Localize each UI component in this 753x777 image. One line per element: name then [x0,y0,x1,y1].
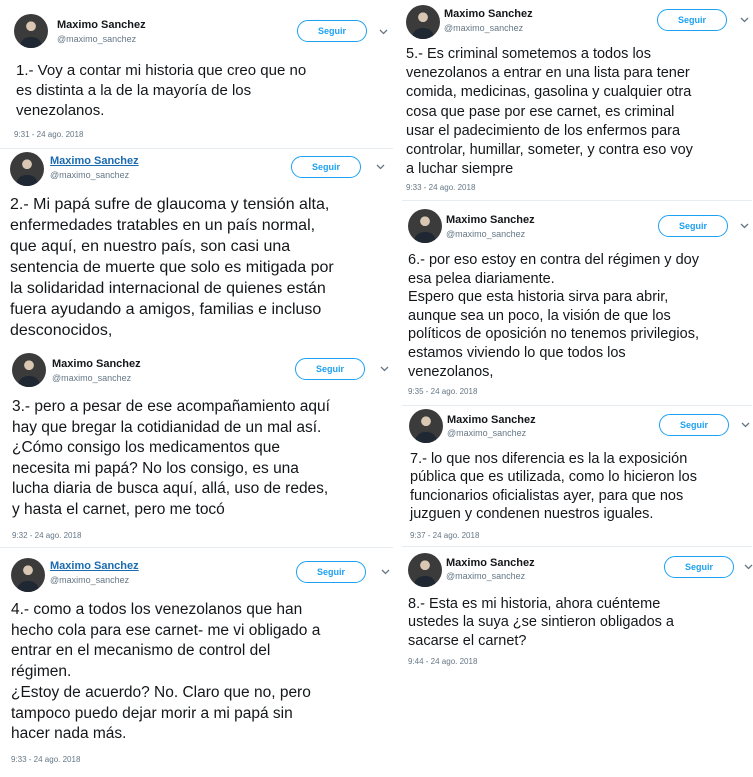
chevron-down-icon[interactable] [740,223,749,229]
follow-button[interactable]: Seguir [664,556,734,578]
follow-button[interactable]: Seguir [295,358,365,380]
follow-button[interactable]: Seguir [296,561,366,583]
tweet-card [402,547,753,677]
tweet-card [402,0,753,200]
tweet-card [0,349,393,546]
author-name[interactable]: Maximo Sanchez [50,155,139,167]
author-handle[interactable]: @maximo_sanchez [50,170,130,180]
author-handle[interactable]: @maximo_sanchez [446,229,526,239]
avatar[interactable] [12,353,46,387]
tweet-card [0,548,393,777]
author-name[interactable]: Maximo Sanchez [50,560,139,572]
author-name[interactable]: Maximo Sanchez [52,358,141,370]
tweet-text: 7.- lo que nos diferencia es la la exposición pública que es utilizada, como lo hicieron los funcionarios oficialistas ayer, para que nos juzguen y condenen nuestros iguales. [410,451,697,523]
follow-button[interactable]: Seguir [297,20,367,42]
author-name[interactable]: Maximo Sanchez [447,414,536,426]
author-name[interactable]: Maximo Sanchez [446,557,535,569]
tweet-timestamp[interactable]: 9:35 - 24 ago. 2018 [408,387,478,396]
chevron-down-icon[interactable] [380,366,389,372]
tweet-timestamp[interactable]: 9:32 - 24 ago. 2018 [12,531,82,540]
tweet-text: 5.- Es criminal sometemos a todos los venezolanos a entrar en una lista para tener comida, medicinas, gasolina y cualquier otra cosa que pase por ese carnet, es criminal usar el padecimiento de los enfermos para controlar, humillar, someter, y contra eso voy a luchar siempre [406,46,693,178]
avatar[interactable] [11,558,45,592]
tweet-card [402,406,753,546]
author-handle[interactable]: @maximo_sanchez [447,428,527,438]
follow-button[interactable]: Seguir [658,215,728,237]
tweet-card [0,0,393,148]
tweet-text: 3.- pero a pesar de ese acompañamiento aquí hay que bregar la cotidianidad de un mal así. ¿Cómo consigo los medicamentos que necesita mi papá? No los consigo, es una lucha diaria de busca aquí, allá, uso de redes, y hasta el carnet, pero me tocó [12,398,330,518]
follow-button[interactable]: Seguir [291,156,361,178]
chevron-down-icon[interactable] [744,564,753,570]
author-handle[interactable]: @maximo_sanchez [57,34,137,44]
author-handle[interactable]: @maximo_sanchez [50,575,130,585]
tweet-timestamp[interactable]: 9:33 - 24 ago. 2018 [11,755,81,764]
chevron-down-icon[interactable] [741,422,750,428]
author-handle[interactable]: @maximo_sanchez [52,373,132,383]
author-handle[interactable]: @maximo_sanchez [446,571,526,581]
author-name[interactable]: Maximo Sanchez [446,214,535,226]
avatar[interactable] [14,14,48,48]
tweet-card [402,201,753,405]
tweet-text: 6.- por eso estoy en contra del régimen y doy esa pelea diariamente. Espero que esta historia sirva para abrir, aunque sea un poco, la visión de que los políticos de oposición no tenemos privilegios, estamos viviendo lo que todos los venezolanos, [408,252,699,380]
chevron-down-icon[interactable] [379,29,388,35]
follow-button[interactable]: Seguir [659,414,729,436]
avatar[interactable] [408,553,442,587]
follow-button[interactable]: Seguir [657,9,727,31]
tweet-timestamp[interactable]: 9:37 - 24 ago. 2018 [410,531,480,540]
avatar[interactable] [408,209,442,243]
author-name[interactable]: Maximo Sanchez [444,8,533,20]
tweet-timestamp[interactable]: 9:33 - 24 ago. 2018 [406,183,476,192]
avatar[interactable] [409,409,443,443]
chevron-down-icon[interactable] [376,164,385,170]
chevron-down-icon[interactable] [740,17,749,23]
author-name[interactable]: Maximo Sanchez [57,19,146,31]
tweet-text: 4.- como a todos los venezolanos que han hecho cola para ese carnet- me vi obligado a entrar en el mecanismo de control del régimen. ¿Estoy de acuerdo? No. Claro que no, pero tampoco puedo dejar morir a mi papá sin hacer nada más. [11,601,321,743]
tweet-text: 2.- Mi papá sufre de glaucoma y tensión alta, enfermedades tratables en un país normal, que aquí, en nuestro país, son casi una sentencia de muerte que solo es mitigada por la solidaridad internacional de quienes están fuera ayudando a amigos, familias e incluso desconocidos, [10,196,334,339]
avatar[interactable] [10,152,44,186]
avatar[interactable] [406,5,440,39]
tweet-text: 1.- Voy a contar mi historia que creo que no es distinta a la de la mayoría de los venezolanos. [16,62,307,119]
tweet-timestamp[interactable]: 9:31 - 24 ago. 2018 [14,130,84,139]
tweet-text: 8.- Esta es mi historia, ahora cuénteme ustedes la suya ¿se sintieron obligados a sacarse el carnet? [408,596,674,649]
chevron-down-icon[interactable] [381,569,390,575]
tweet-card [0,149,393,348]
tweet-timestamp[interactable]: 9:44 - 24 ago. 2018 [408,657,478,666]
author-handle[interactable]: @maximo_sanchez [444,23,524,33]
